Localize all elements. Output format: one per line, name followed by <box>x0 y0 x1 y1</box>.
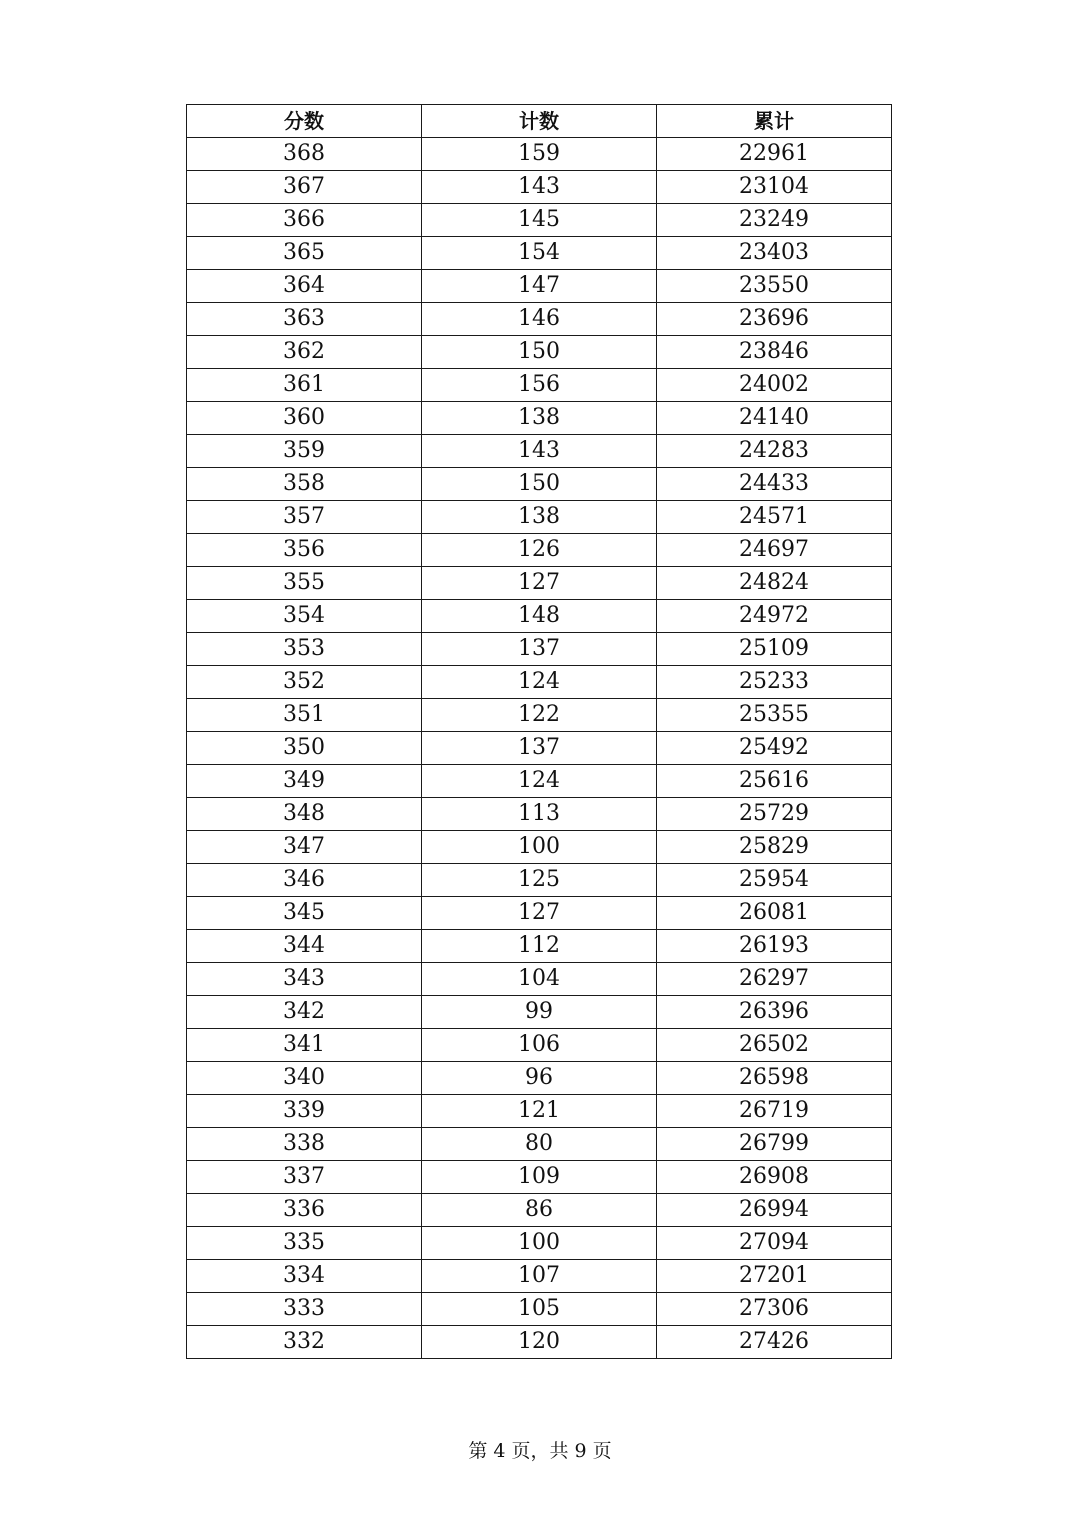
count-cell: 125 <box>422 864 657 897</box>
table-row <box>187 633 892 666</box>
cumulative-cell: 25355 <box>657 699 892 732</box>
table-row <box>187 1095 892 1128</box>
table-row <box>187 171 892 204</box>
table-row <box>187 336 892 369</box>
score-cell: 340 <box>187 1062 422 1095</box>
score-cell: 356 <box>187 534 422 567</box>
cumulative-cell: 26908 <box>657 1161 892 1194</box>
score-distribution-table <box>186 104 892 1359</box>
count-cell: 159 <box>422 138 657 171</box>
table-row <box>187 831 892 864</box>
count-cell: 150 <box>422 336 657 369</box>
header-score: 分数 <box>187 105 422 138</box>
count-cell: 107 <box>422 1260 657 1293</box>
table-row <box>187 237 892 270</box>
cumulative-cell: 24140 <box>657 402 892 435</box>
table-row <box>187 699 892 732</box>
cumulative-cell: 23846 <box>657 336 892 369</box>
cumulative-cell: 25729 <box>657 798 892 831</box>
cumulative-cell: 27306 <box>657 1293 892 1326</box>
cumulative-cell: 24283 <box>657 435 892 468</box>
header-count: 计数 <box>422 105 657 138</box>
table-row <box>187 930 892 963</box>
score-cell: 337 <box>187 1161 422 1194</box>
count-cell: 148 <box>422 600 657 633</box>
table-body <box>187 138 892 1359</box>
cumulative-cell: 26598 <box>657 1062 892 1095</box>
table-row <box>187 1293 892 1326</box>
score-cell: 333 <box>187 1293 422 1326</box>
cumulative-cell: 25829 <box>657 831 892 864</box>
table-row <box>187 666 892 699</box>
table-row <box>187 732 892 765</box>
score-cell: 359 <box>187 435 422 468</box>
score-cell: 345 <box>187 897 422 930</box>
cumulative-cell: 26799 <box>657 1128 892 1161</box>
score-cell: 343 <box>187 963 422 996</box>
score-cell: 334 <box>187 1260 422 1293</box>
count-cell: 143 <box>422 171 657 204</box>
table-row <box>187 435 892 468</box>
score-cell: 338 <box>187 1128 422 1161</box>
score-cell: 357 <box>187 501 422 534</box>
count-cell: 138 <box>422 402 657 435</box>
table-row <box>187 402 892 435</box>
score-cell: 367 <box>187 171 422 204</box>
score-cell: 339 <box>187 1095 422 1128</box>
cumulative-cell: 27094 <box>657 1227 892 1260</box>
cumulative-cell: 26193 <box>657 930 892 963</box>
count-cell: 112 <box>422 930 657 963</box>
header-cumulative: 累计 <box>657 105 892 138</box>
score-cell: 353 <box>187 633 422 666</box>
cumulative-cell: 26719 <box>657 1095 892 1128</box>
count-cell: 137 <box>422 633 657 666</box>
table-row <box>187 1227 892 1260</box>
count-cell: 120 <box>422 1326 657 1359</box>
table-row <box>187 1194 892 1227</box>
score-cell: 332 <box>187 1326 422 1359</box>
page-number: 第 4 页，共 9 页 <box>468 1440 612 1462</box>
count-cell: 121 <box>422 1095 657 1128</box>
cumulative-cell: 26297 <box>657 963 892 996</box>
count-cell: 127 <box>422 897 657 930</box>
count-cell: 138 <box>422 501 657 534</box>
count-cell: 113 <box>422 798 657 831</box>
cumulative-cell: 25492 <box>657 732 892 765</box>
count-cell: 80 <box>422 1128 657 1161</box>
table-row <box>187 1326 892 1359</box>
count-cell: 96 <box>422 1062 657 1095</box>
score-cell: 336 <box>187 1194 422 1227</box>
count-cell: 145 <box>422 204 657 237</box>
cumulative-cell: 24571 <box>657 501 892 534</box>
score-cell: 358 <box>187 468 422 501</box>
cumulative-cell: 27426 <box>657 1326 892 1359</box>
count-cell: 154 <box>422 237 657 270</box>
table-row <box>187 1260 892 1293</box>
cumulative-cell: 24002 <box>657 369 892 402</box>
table-row <box>187 897 892 930</box>
count-cell: 109 <box>422 1161 657 1194</box>
table-row <box>187 1161 892 1194</box>
table-header <box>187 105 892 138</box>
cumulative-cell: 25954 <box>657 864 892 897</box>
count-cell: 105 <box>422 1293 657 1326</box>
score-cell: 346 <box>187 864 422 897</box>
count-cell: 100 <box>422 1227 657 1260</box>
cumulative-cell: 25616 <box>657 765 892 798</box>
table-row <box>187 1062 892 1095</box>
score-cell: 364 <box>187 270 422 303</box>
count-cell: 127 <box>422 567 657 600</box>
count-cell: 99 <box>422 996 657 1029</box>
score-cell: 354 <box>187 600 422 633</box>
count-cell: 156 <box>422 369 657 402</box>
score-cell: 351 <box>187 699 422 732</box>
table-row <box>187 996 892 1029</box>
score-cell: 366 <box>187 204 422 237</box>
cumulative-cell: 23249 <box>657 204 892 237</box>
table-row <box>187 567 892 600</box>
table-row <box>187 765 892 798</box>
score-cell: 361 <box>187 369 422 402</box>
score-cell: 365 <box>187 237 422 270</box>
cumulative-cell: 23403 <box>657 237 892 270</box>
header-row <box>187 105 892 138</box>
count-cell: 137 <box>422 732 657 765</box>
cumulative-cell: 26994 <box>657 1194 892 1227</box>
count-cell: 124 <box>422 765 657 798</box>
cumulative-cell: 23696 <box>657 303 892 336</box>
table-row <box>187 204 892 237</box>
count-cell: 124 <box>422 666 657 699</box>
table-row <box>187 1029 892 1062</box>
table-row <box>187 798 892 831</box>
table-row <box>187 501 892 534</box>
cumulative-cell: 23550 <box>657 270 892 303</box>
cumulative-cell: 24433 <box>657 468 892 501</box>
cumulative-cell: 26502 <box>657 1029 892 1062</box>
table-row <box>187 270 892 303</box>
score-cell: 344 <box>187 930 422 963</box>
cumulative-cell: 26396 <box>657 996 892 1029</box>
table-row <box>187 963 892 996</box>
count-cell: 126 <box>422 534 657 567</box>
cumulative-cell: 26081 <box>657 897 892 930</box>
score-cell: 352 <box>187 666 422 699</box>
table-row <box>187 138 892 171</box>
score-cell: 347 <box>187 831 422 864</box>
count-cell: 122 <box>422 699 657 732</box>
cumulative-cell: 25109 <box>657 633 892 666</box>
cumulative-cell: 24972 <box>657 600 892 633</box>
score-cell: 355 <box>187 567 422 600</box>
score-cell: 362 <box>187 336 422 369</box>
table-row <box>187 468 892 501</box>
count-cell: 100 <box>422 831 657 864</box>
score-cell: 341 <box>187 1029 422 1062</box>
table-row <box>187 303 892 336</box>
score-cell: 342 <box>187 996 422 1029</box>
table-row <box>187 1128 892 1161</box>
score-cell: 363 <box>187 303 422 336</box>
count-cell: 106 <box>422 1029 657 1062</box>
cumulative-cell: 27201 <box>657 1260 892 1293</box>
score-cell: 350 <box>187 732 422 765</box>
cumulative-cell: 24697 <box>657 534 892 567</box>
score-cell: 360 <box>187 402 422 435</box>
count-cell: 86 <box>422 1194 657 1227</box>
table-row <box>187 864 892 897</box>
count-cell: 147 <box>422 270 657 303</box>
table-row <box>187 534 892 567</box>
cumulative-cell: 23104 <box>657 171 892 204</box>
score-cell: 335 <box>187 1227 422 1260</box>
count-cell: 150 <box>422 468 657 501</box>
cumulative-cell: 25233 <box>657 666 892 699</box>
score-cell: 348 <box>187 798 422 831</box>
table-row <box>187 369 892 402</box>
score-cell: 368 <box>187 138 422 171</box>
cumulative-cell: 22961 <box>657 138 892 171</box>
score-cell: 349 <box>187 765 422 798</box>
count-cell: 143 <box>422 435 657 468</box>
count-cell: 146 <box>422 303 657 336</box>
table-row <box>187 600 892 633</box>
count-cell: 104 <box>422 963 657 996</box>
cumulative-cell: 24824 <box>657 567 892 600</box>
